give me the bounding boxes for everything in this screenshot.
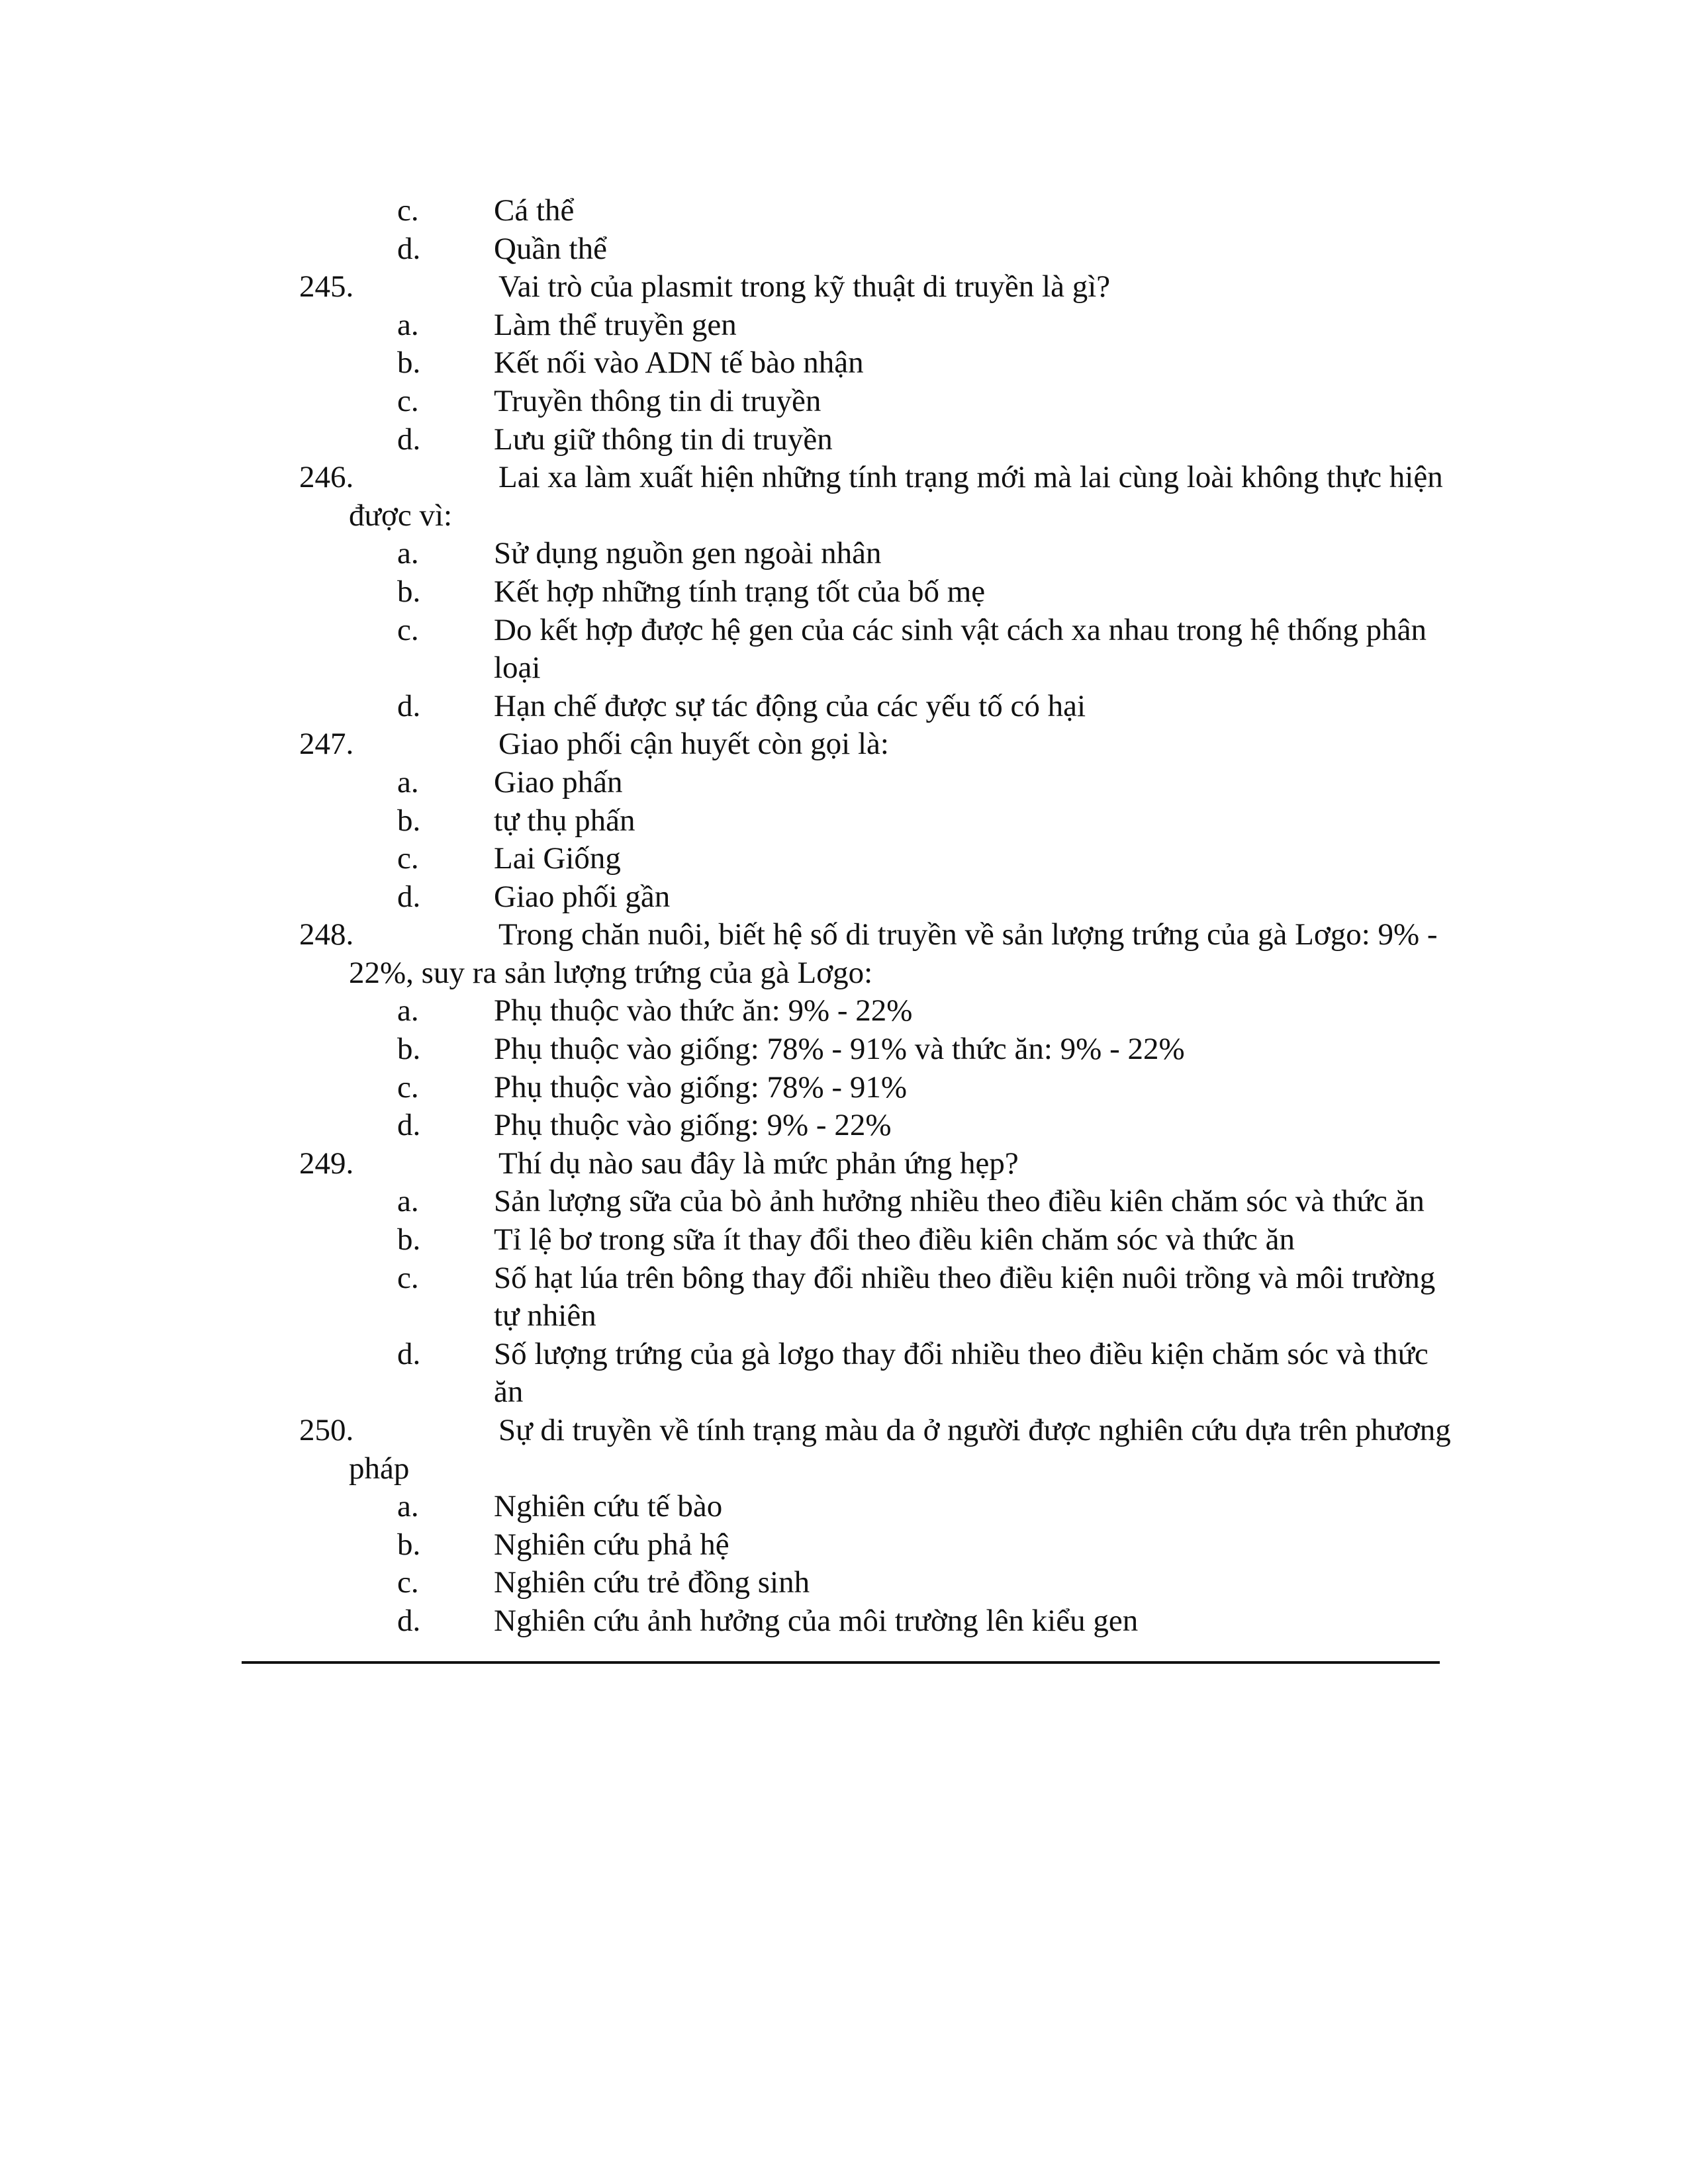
option-letter: a. (397, 1184, 419, 1219)
option-item (299, 573, 1464, 612)
option-text: Hạn chế được sự tác động của các yếu tố có hại (494, 688, 1086, 723)
option-list (299, 1183, 1464, 1412)
option-item (299, 878, 1464, 917)
question-stem (299, 916, 1464, 992)
option-letter: c. (397, 193, 419, 228)
option-item (299, 1183, 1464, 1221)
option-item (299, 383, 1464, 421)
option-letter: a. (397, 536, 419, 571)
question-248 (299, 916, 1464, 1145)
option-item (299, 688, 1464, 726)
option-text: Phụ thuộc vào giống: 78% - 91% (494, 1069, 907, 1105)
question-249 (299, 1145, 1464, 1412)
option-list (299, 764, 1464, 916)
option-text: Do kết hợp được hệ gen của các sinh vật cách xa nhau trong hệ thống phân loại (494, 612, 1427, 686)
option-letter: b. (397, 574, 421, 609)
option-letter: b. (397, 803, 421, 838)
option-item (299, 802, 1464, 841)
option-text: Làm thể truyền gen (494, 307, 737, 342)
option-letter: c. (397, 1069, 419, 1105)
option-letter: d. (397, 231, 421, 266)
option-item (299, 1221, 1464, 1259)
option-list (299, 535, 1464, 725)
carryover-options (299, 192, 1464, 268)
option-item (299, 992, 1464, 1030)
option-item (299, 1526, 1464, 1565)
question-text: Sự di truyền về tính trạng màu da ở người được nghiên cứu dựa trên phương pháp (349, 1413, 1451, 1486)
question-text: Vai trò của plasmit trong kỹ thuật di truyền là gì? (498, 269, 1111, 304)
question-number: 249. (299, 1146, 354, 1181)
option-item (299, 344, 1464, 383)
option-letter: c. (397, 383, 419, 418)
option-text: Giao phối gần (494, 879, 671, 914)
option-text: Số lượng trứng của gà lơgo thay đổi nhiều theo điều kiện chăm sóc và thức ăn (494, 1336, 1429, 1410)
option-text: Sản lượng sữa của bò ảnh hưởng nhiều theo điều kiên chăm sóc và thức ăn (494, 1184, 1425, 1219)
option-text: Lai Giống (494, 841, 621, 876)
option-text: Cá thể (494, 193, 575, 228)
option-item (299, 535, 1464, 573)
option-item (299, 306, 1464, 345)
question-stem (299, 1145, 1464, 1183)
option-item (299, 230, 1464, 269)
question-stem (299, 1412, 1464, 1488)
question-250 (299, 1412, 1464, 1641)
question-247 (299, 725, 1464, 916)
horizontal-divider (242, 1661, 1440, 1664)
question-number: 250. (299, 1413, 354, 1447)
option-list (299, 992, 1464, 1144)
option-text: Kết nối vào ADN tế bào nhận (494, 345, 864, 381)
option-text: Kết hợp những tính trạng tốt của bố mẹ (494, 574, 986, 609)
option-letter: b. (397, 1527, 421, 1562)
question-text: Trong chăn nuôi, biết hệ số di truyền về sản lượng trứng của gà Lơgo: 9% - 22%, suy ra sản lượng trứng của gà Lơgo: (349, 917, 1438, 990)
option-item (299, 1107, 1464, 1145)
option-text: Truyền thông tin di truyền (494, 383, 821, 418)
question-text: Lai xa làm xuất hiện những tính trạng mới mà lai cùng loài không thực hiện được vì: (349, 460, 1443, 533)
option-item (299, 840, 1464, 878)
option-text: Nghiên cứu trẻ đồng sinh (494, 1565, 810, 1600)
option-text: tự thụ phấn (494, 803, 635, 838)
option-letter: b. (397, 1032, 421, 1067)
option-letter: c. (397, 841, 419, 876)
option-text: Nghiên cứu ảnh hưởng của môi trường lên kiểu gen (494, 1603, 1139, 1638)
option-list (299, 306, 1464, 459)
quiz-content (299, 192, 1464, 1641)
question-number: 247. (299, 727, 354, 762)
option-letter: c. (397, 612, 419, 647)
option-text: Phụ thuộc vào giống: 78% - 91% và thức ăn: 9% - 22% (494, 1032, 1185, 1067)
option-item (299, 421, 1464, 459)
option-text: Phụ thuộc vào giống: 9% - 22% (494, 1108, 892, 1143)
question-246 (299, 459, 1464, 725)
option-letter: b. (397, 1222, 421, 1257)
question-stem (299, 725, 1464, 764)
option-text: Sử dụng nguồn gen ngoài nhân (494, 536, 882, 571)
question-number: 246. (299, 460, 354, 495)
option-item (299, 612, 1464, 688)
option-text: Lưu giữ thông tin di truyền (494, 422, 833, 457)
option-letter: a. (397, 993, 419, 1028)
option-letter: c. (397, 1260, 419, 1295)
option-item (299, 1069, 1464, 1107)
option-letter: d. (397, 422, 421, 457)
question-number: 245. (299, 269, 354, 304)
option-text: Phụ thuộc vào thức ăn: 9% - 22% (494, 993, 913, 1028)
option-text: Số hạt lúa trên bông thay đổi nhiều theo điều kiện nuôi trồng và môi trường tự nhiên (494, 1260, 1436, 1334)
option-item (299, 1336, 1464, 1412)
option-item (299, 1564, 1464, 1602)
option-text: Nghiên cứu phả hệ (494, 1527, 729, 1562)
option-text: Tỉ lệ bơ trong sữa ít thay đổi theo điều kiên chăm sóc và thức ăn (494, 1222, 1295, 1257)
option-letter: a. (397, 1489, 419, 1524)
option-item (299, 1259, 1464, 1336)
option-letter: d. (397, 879, 421, 914)
option-item (299, 1488, 1464, 1526)
option-item (299, 192, 1464, 230)
question-stem (299, 268, 1464, 306)
option-item (299, 764, 1464, 802)
option-item (299, 1030, 1464, 1069)
option-letter: a. (397, 307, 419, 342)
option-item (299, 1602, 1464, 1641)
option-text: Giao phấn (494, 764, 623, 799)
question-number: 248. (299, 917, 354, 952)
question-text: Giao phối cận huyết còn gọi là: (498, 727, 889, 762)
option-letter: d. (397, 688, 421, 723)
option-letter: b. (397, 345, 421, 381)
option-list (299, 1488, 1464, 1640)
option-letter: c. (397, 1565, 419, 1600)
option-letter: a. (397, 764, 419, 799)
question-245 (299, 268, 1464, 459)
question-text: Thí dụ nào sau đây là mức phản ứng hẹp? (498, 1146, 1019, 1181)
question-stem (299, 459, 1464, 535)
option-letter: d. (397, 1336, 421, 1371)
option-letter: d. (397, 1108, 421, 1143)
option-text: Quần thể (494, 231, 607, 266)
option-letter: d. (397, 1603, 421, 1638)
option-text: Nghiên cứu tế bào (494, 1489, 723, 1524)
